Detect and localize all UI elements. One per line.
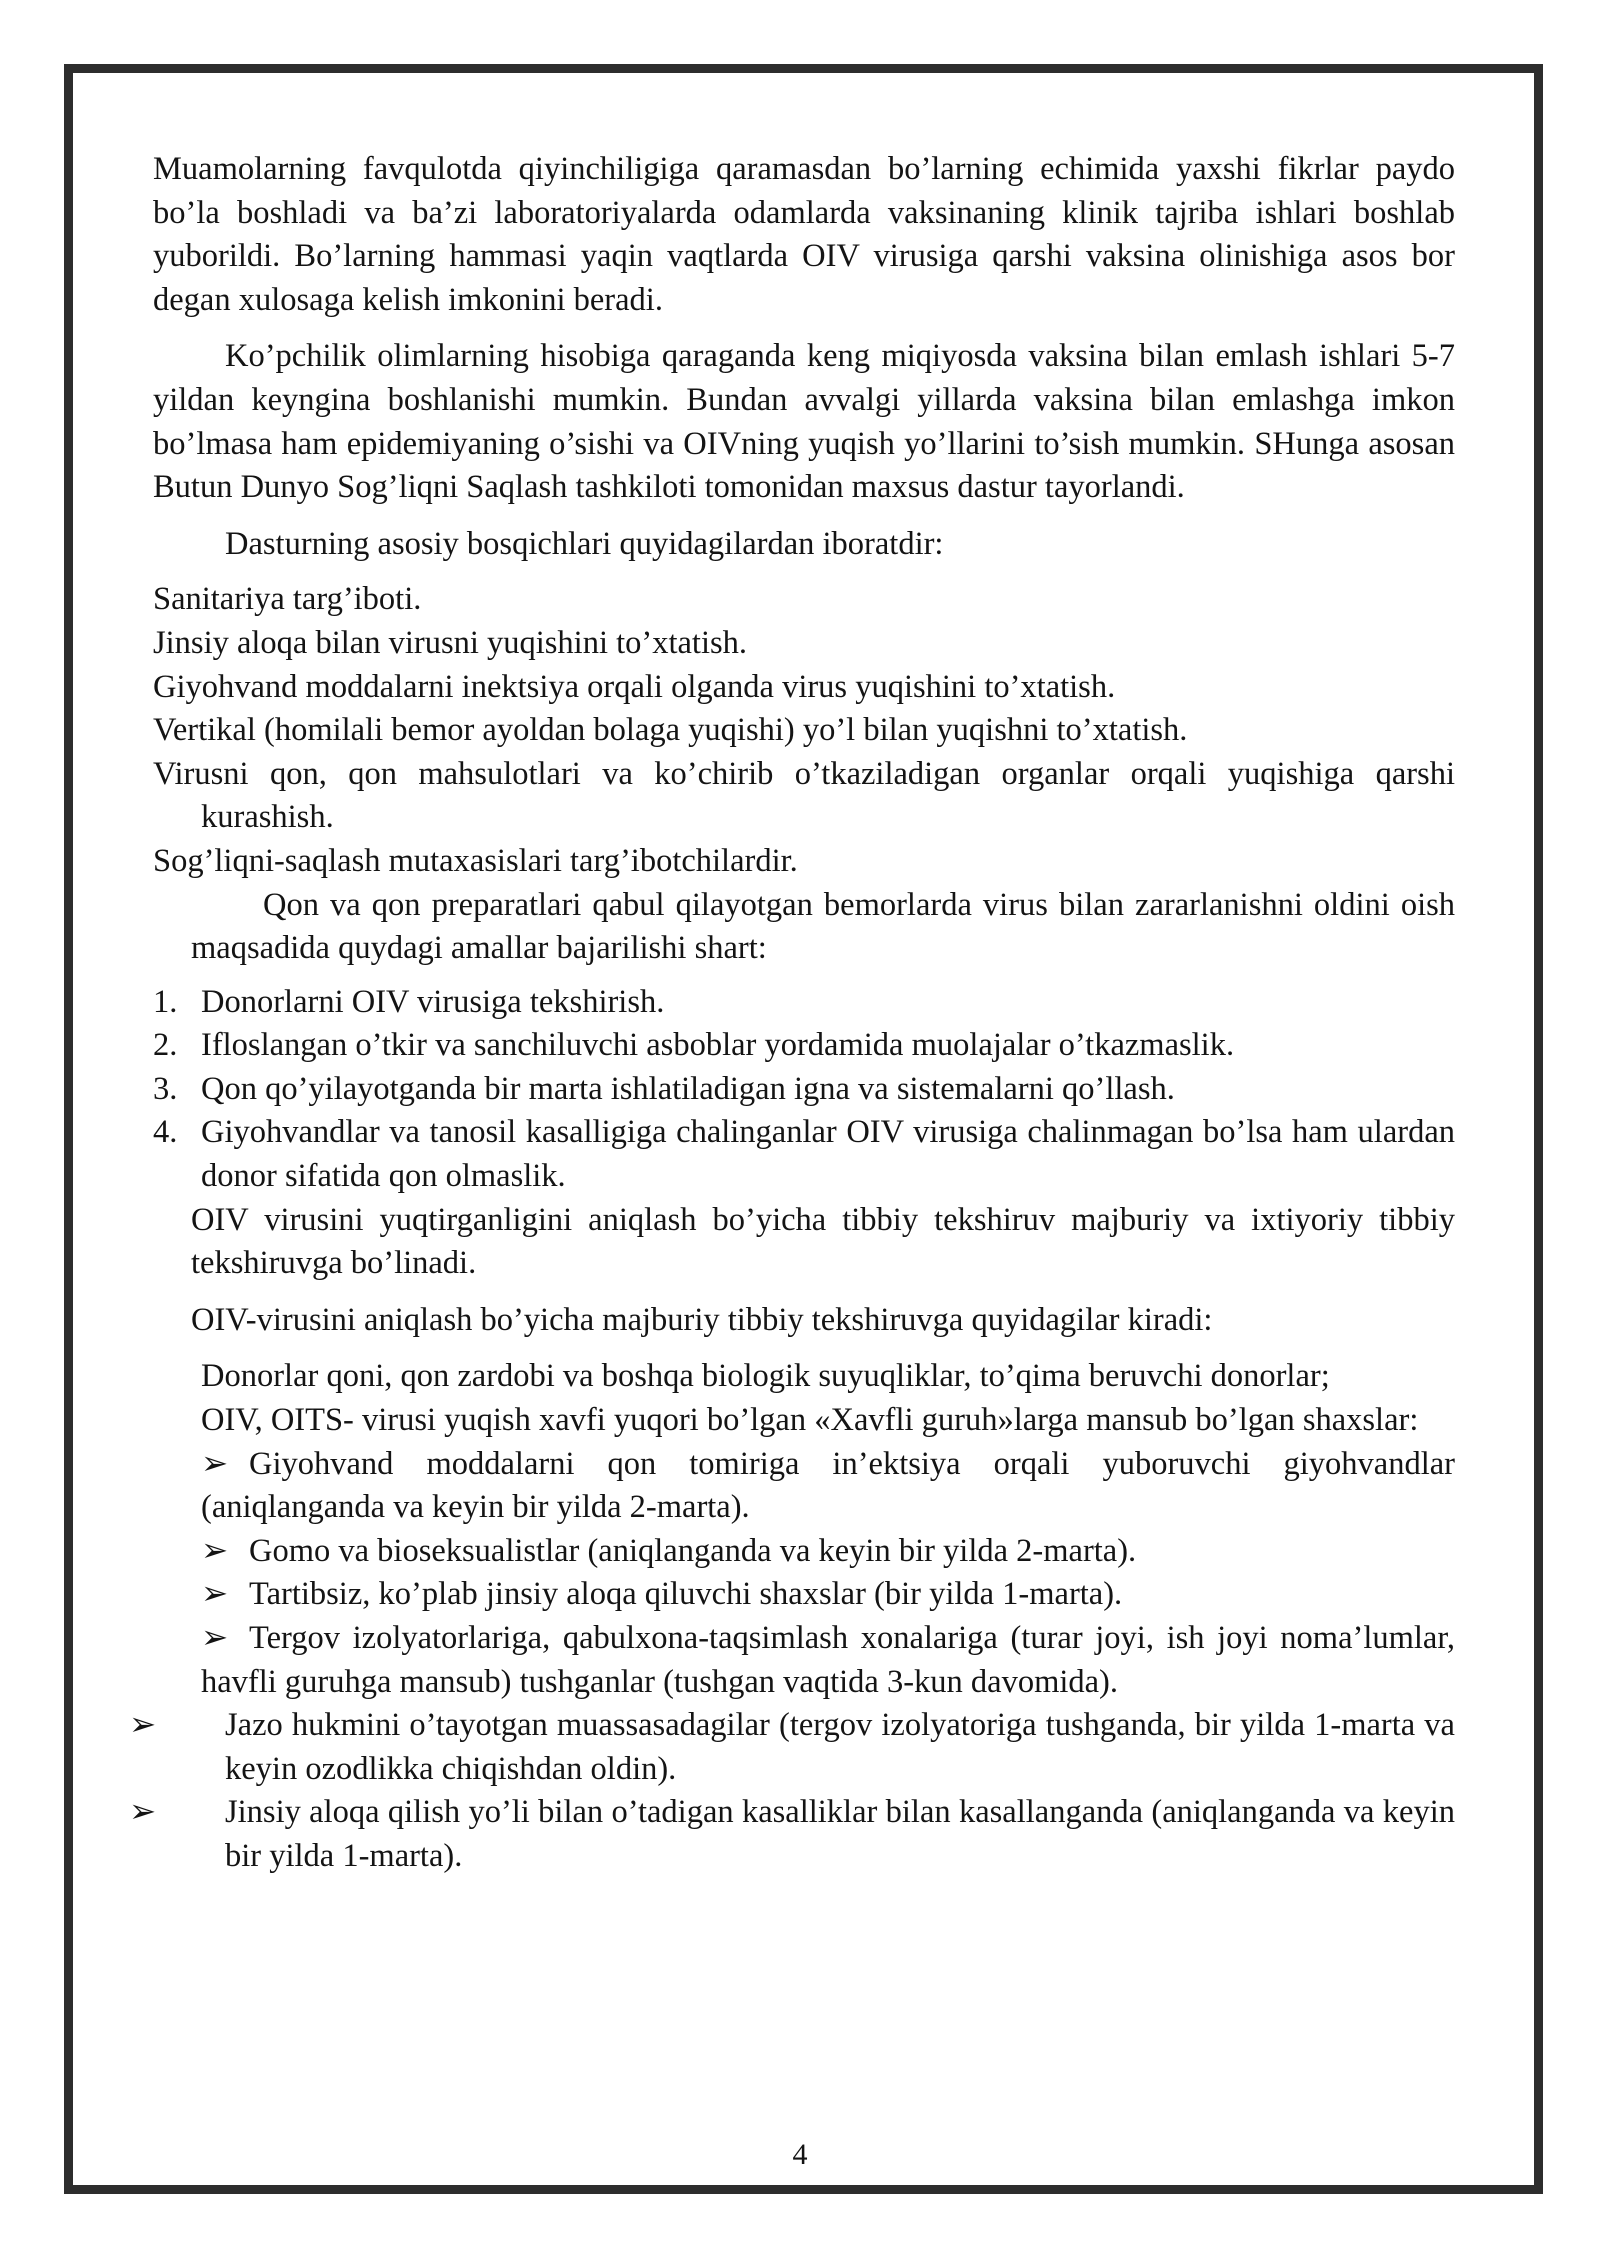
mandatory-group: OIV, OITS- virusi yuqish xavfi yuqori bo’lgan «Xavfli guruh»larga mansub bo’lgan shaxslar: [201, 1402, 1419, 1439]
program-step: Sanitariya targ’iboti. [153, 581, 422, 618]
program-step: Jinsiy aloqa bilan virusni yuqishini to’xtatish. [153, 624, 747, 661]
program-step: Sog’liqni-saqlash mutaxasislari targ’ibotchilardir. [153, 842, 798, 879]
item-text: Ifloslangan o’tkir va sanchiluvchi asboblar yordamida muolajalar o’tkazmaslik. [201, 1027, 1235, 1064]
risk-item-text: Tergov izolyatorlariga, qabulxona-taqsimlash xonalariga (turar joyi, ish joyi noma’lumlar, havfli guruhga mansub) tushganlar (tushgan vaqtida 3-kun davomida). [201, 1620, 1455, 1700]
numbered-item [153, 1068, 1455, 1112]
numbered-item [153, 1024, 1455, 1068]
arrow-bullet-icon: ➢ [201, 1620, 229, 1656]
numbered-list [153, 981, 1455, 1199]
paragraph-intro: Muamolarning favqulotda qiyinchiligiga qaramasdan bo’larning echimida yaxshi fikrlar paydo bo’la boshladi va ba’zi laboratoriyalarda odamlarda vaksinaning klinik tajriba ishlari boshlab yuborildi. Bo’larning hammasi yaqin vaqtlarda OIV virusiga qarshi vaksina olinishiga asos bor degan xulosaga kelish imkonini beradi. [153, 151, 1455, 318]
mandatory-group: Donorlar qoni, qon zardobi va boshqa biologik suyuqliklar, to’qima beruvchi donorlar; [201, 1358, 1330, 1395]
risk-item-text: Tartibsiz, ko’plab jinsiy aloqa qiluvchi shaxslar (bir yilda 1-marta). [249, 1576, 1123, 1613]
page-body [129, 148, 1455, 1879]
arrow-bullet-icon: ➢ [201, 1532, 229, 1569]
arrow-bullet-icon: ➢ [201, 1576, 229, 1613]
risk-item [129, 1704, 1455, 1791]
item-text: Qon qo’yilayotganda bir marta ishlatiladigan igna va sistemalarni qo’llash. [201, 1070, 1175, 1107]
risk-item [201, 1530, 1455, 1574]
risk-item [129, 1791, 1455, 1878]
page-number: 4 [792, 2138, 808, 2171]
risk-group-list-outer [129, 1704, 1455, 1878]
risk-group-list [153, 1443, 1455, 1705]
risk-item [201, 1573, 1455, 1617]
item-text: Donorlarni OIV virusiga tekshirish. [201, 983, 665, 1020]
paragraph-vaccination: Ko’pchilik olimlarning hisobiga qaraganda keng miqiyosda vaksina bilan emlash ishlari 5-7 yildan keyngina boshlanishi mumkin. Bundan avvalgi yillarda vaksina bilan emlashga imkon bo’lmasa ham epidemiyaning o’sishi va OIVning yuqish yo’llarini to’sish mumkin. SHunga asosan Butun Dunyo Sog’liqni Saqlash tashkiloti tomonidan maxsus dastur tayorlandi. [153, 338, 1455, 506]
risk-item-text: Gomo va bioseksualistlar (aniqlanganda va keyin bir yilda 2-marta). [249, 1532, 1137, 1569]
arrow-bullet-icon: ➢ [129, 1794, 157, 1831]
item-number: 2. [153, 1027, 178, 1064]
mandatory-groups-list [153, 1355, 1455, 1442]
program-steps-list [153, 578, 1455, 883]
paragraph-program-heading: Dasturning asosiy bosqichlari quyidagilardan iboratdir: [225, 525, 944, 562]
program-step: Virusni qon, qon mahsulotlari va ko’chirib o’tkaziladigan organlar orqali yuqishiga qarshi kurashish. [153, 755, 1455, 836]
item-number: 1. [153, 983, 178, 1020]
item-number: 4. [153, 1114, 178, 1151]
risk-item [201, 1443, 1455, 1530]
program-step: Giyohvand moddalarni inektsiya orqali olganda virus yuqishini to’xtatish. [153, 668, 1116, 705]
risk-item-text: Jinsiy aloqa qilish yo’li bilan o’tadigan kasalliklar bilan kasallanganda (aniqlanganda va keyin bir yilda 1-marta). [225, 1794, 1455, 1874]
numbered-item [153, 981, 1455, 1025]
item-text: Giyohvandlar va tanosil kasalligiga chalinganlar OIV virusiga chalinmagan bo’lsa ham ulardan donor sifatida qon olmaslik. [201, 1114, 1455, 1195]
paragraph-mandatory-intro: OIV-virusini aniqlash bo’yicha majburiy tibbiy tekshiruvga quyidagilar kiradi: [191, 1301, 1213, 1338]
arrow-bullet-icon: ➢ [201, 1445, 229, 1482]
paragraph-exam-types: OIV virusini yuqtirganligini aniqlash bo’yicha tibbiy tekshiruv majburiy va ixtiyoriy tibbiy tekshiruvga bo’linadi. [191, 1201, 1455, 1282]
risk-item-text: Jazo hukmini o’tayotgan muassasadagilar (tergov izolyatoriga tushganda, bir yilda 1-marta va keyin ozodlikka chiqishdan oldin). [225, 1707, 1455, 1787]
risk-item [201, 1617, 1455, 1704]
program-step: Vertikal (homilali bemor ayoldan bolaga yuqishi) yo’l bilan yuqishni to’xtatish. [153, 712, 1188, 749]
numbered-item [153, 1111, 1455, 1198]
arrow-bullet-icon: ➢ [129, 1707, 157, 1744]
item-number: 3. [153, 1070, 178, 1107]
risk-item-text: Giyohvand moddalarni qon tomiriga in’ektsiya orqali yuboruvchi giyohvandlar (aniqlanganda va keyin bir yilda 2-marta). [201, 1445, 1455, 1526]
paragraph-blood-intro: Qon va qon preparatlari qabul qilayotgan bemorlarda virus bilan zararlanishni oldini oish maqsadida quydagi amallar bajarilishi shart: [191, 886, 1455, 967]
